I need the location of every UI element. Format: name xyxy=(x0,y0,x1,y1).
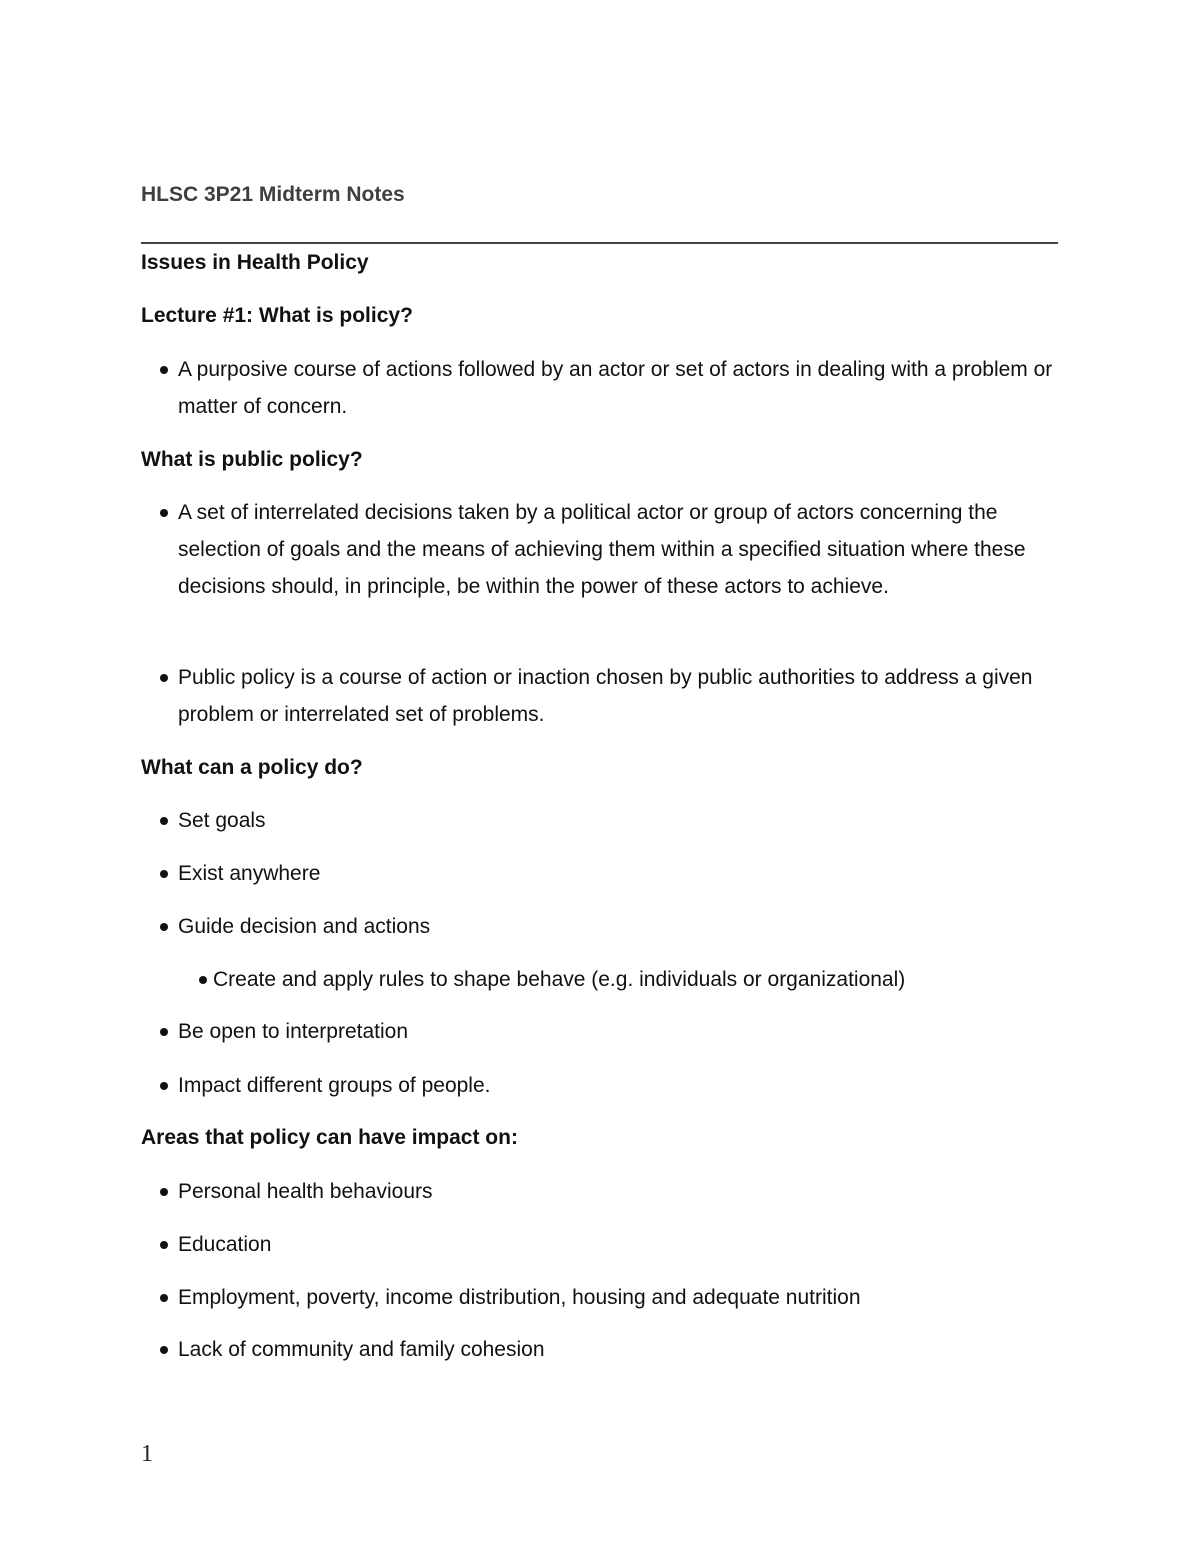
bullet-icon xyxy=(160,870,168,878)
title-divider xyxy=(141,242,1058,244)
list-item xyxy=(178,1173,1068,1210)
bullet-icon xyxy=(160,923,168,931)
section-heading: Issues in Health Policy xyxy=(141,251,369,274)
areas-heading: Areas that policy can have impact on: xyxy=(141,1126,518,1149)
document-title: HLSC 3P21 Midterm Notes xyxy=(141,183,405,206)
bullet-icon xyxy=(199,976,207,984)
can-do-heading: What can a policy do? xyxy=(141,756,363,779)
list-item xyxy=(178,1226,1068,1263)
list-item-text: Guide decision and actions xyxy=(178,915,431,938)
list-item-text: Personal health behaviours xyxy=(178,1180,433,1203)
list-item xyxy=(178,855,1068,892)
list-item-text: Education xyxy=(178,1233,272,1256)
bullet-icon xyxy=(160,1028,168,1036)
list-item-text: Exist anywhere xyxy=(178,862,321,885)
list-item xyxy=(178,1331,1068,1368)
list-item xyxy=(178,351,1068,425)
bullet-icon xyxy=(160,1082,168,1090)
list-item xyxy=(178,802,1068,839)
list-item-text: Set goals xyxy=(178,809,266,832)
public-policy-heading: What is public policy? xyxy=(141,448,363,471)
bullet-icon xyxy=(160,1241,168,1249)
list-item-text: A purposive course of actions followed by an actor or set of actors in dealing with a problem or matter of concern. xyxy=(178,358,1053,418)
list-item xyxy=(178,1279,1068,1316)
list-item xyxy=(178,659,1068,733)
list-item xyxy=(178,494,1068,605)
list-item-text: Impact different groups of people. xyxy=(178,1074,491,1097)
bullet-icon xyxy=(160,817,168,825)
bullet-icon xyxy=(160,366,168,374)
bullet-icon xyxy=(160,1346,168,1354)
list-item-text: Lack of community and family cohesion xyxy=(178,1338,545,1361)
page-number: 1 xyxy=(141,1441,153,1467)
bullet-icon xyxy=(160,1188,168,1196)
lecture-heading: Lecture #1: What is policy? xyxy=(141,304,413,327)
bullet-icon xyxy=(160,674,168,682)
list-item-nested xyxy=(213,961,1073,998)
list-item xyxy=(178,1013,1068,1050)
bullet-icon xyxy=(160,509,168,517)
bullet-icon xyxy=(160,1294,168,1302)
list-item-text: Be open to interpretation xyxy=(178,1020,408,1043)
list-item-text: Create and apply rules to shape behave (e.g. individuals or organizational) xyxy=(213,968,906,991)
list-item xyxy=(178,1067,1068,1104)
list-item xyxy=(178,908,1068,945)
list-item-text: Employment, poverty, income distribution, housing and adequate nutrition xyxy=(178,1286,861,1309)
list-item-text: Public policy is a course of action or inaction chosen by public authorities to address a given problem or interrelated set of problems. xyxy=(178,666,1033,726)
list-item-text: A set of interrelated decisions taken by a political actor or group of actors concerning the selection of goals and the means of achieving them within a specified situation where these decisions should, in principle, be within the power of these actors to achieve. xyxy=(178,501,1026,598)
